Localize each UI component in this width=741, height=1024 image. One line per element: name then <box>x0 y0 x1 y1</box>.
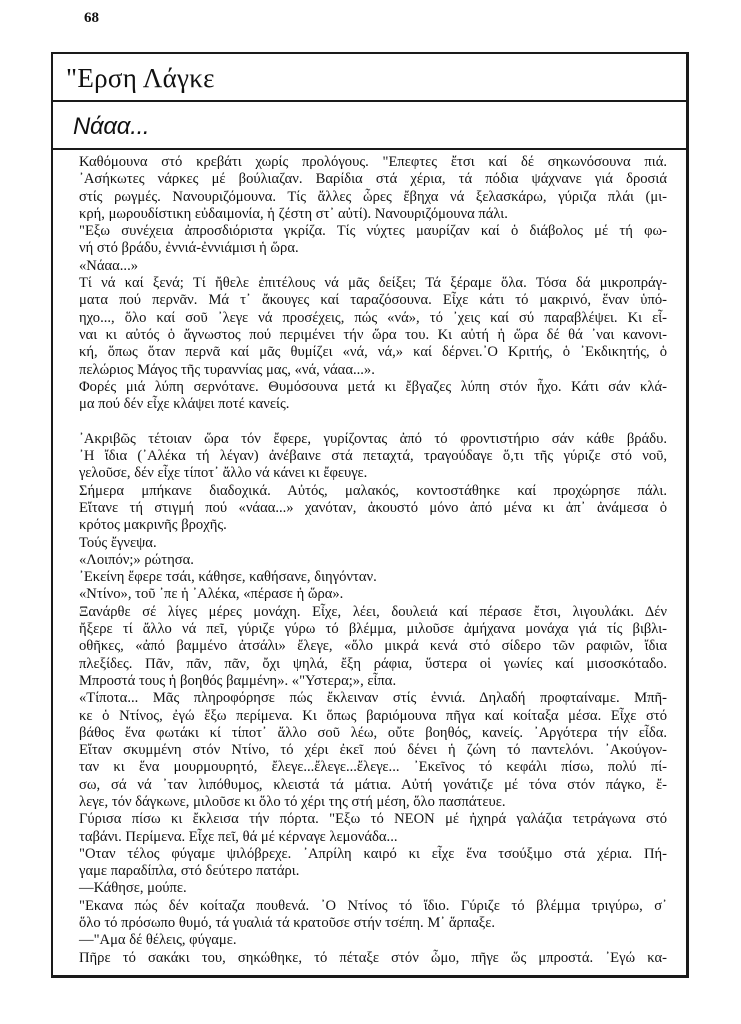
text-line: μα πού δέν εἶχε κλάψει ποτέ κανείς. <box>79 396 290 413</box>
text-line: Εἴταν σκυμμένη στόν Ντίνο, τό χέρι ἐκεῖ πού δένει ἡ ζώνη τό παντελόνι. ᾽Ακούγον- <box>79 742 667 759</box>
text-line: Ξανάρθε σέ λίγες μέρες μονάχη. Εἶχε, λέει, δουλειά καί πέρασε ἔτσι, λιγουλάκι. Δέν <box>79 603 667 620</box>
text-line: γαμε παραδίπλα, στό δεύτερο πατάρι. <box>79 863 300 880</box>
text-line: Μπροστά τους ἡ βοηθός βαμμένη». «"Υστερα;», εἶπα. <box>79 672 397 689</box>
text-line: —Κάθησε, μούπε. <box>79 880 187 897</box>
text-line: Φορές μιά λύπη σερνότανε. Θυμόσουνα μετά κι ἔβγαζες λύπη στόν ἦχο. Κάτι σάν κλά- <box>79 378 667 395</box>
story-body <box>79 154 667 967</box>
story-title: Νάαα... <box>73 113 150 140</box>
text-line: ναι κι αὐτός ὁ ἄγνωστος πού περιμένει τήν ὥρα του. Κι αὐτή ἡ ὥρα δέ θά ᾽ναι κανονι- <box>79 326 667 343</box>
text-line: βάθος ἕνα φωτάκι κί τίποτ᾽ ἄλλο σοῦ λέω, οὔτε βοηθός, κανείς. ᾽Αργότερα τήν εἶδα. <box>79 724 667 741</box>
text-line: ᾽Ακριβῶς τέτοιαν ὥρα τόν ἔφερε, γυρίζοντας ἀπό τό φροντιστήριο σάν κάθε βράδυ. <box>79 430 667 447</box>
text-line: ᾽Η ἴδια (᾽Αλέκα τή λέγαν) ἀνέβαινε στά πεταχτά, τραγούδαγε ὅ,τι τῆς γύριζε στό νοῦ, <box>79 448 667 465</box>
text-line: "Εκανα πώς δέν κοίταζα πουθενά. ᾽Ο Ντίνος τό ἴδιο. Γύριζε τό βλέμμα τριγύρω, σ᾽ <box>79 897 667 914</box>
text-line: κε ὁ Ντίνος, ἐγώ ἔξω περίμενα. Κι ὅπως βαριόμουνα πῆγα καί κοίταξα μέσα. Εἶχε στό <box>79 707 667 724</box>
text-line: λεγε, τόν δάγκωνε, μιλοῦσε κι ὅλο τό χέρι της στή μέση, ὅλο πασπάτευε. <box>79 793 506 810</box>
text-line: στίς ρωγμές. Νανουριζόμουνα. Τίς ἄλλες ὧρες ἔβηχα νά ξελασκάρω, γύριζα πλάι (μι- <box>79 188 667 205</box>
text-line: ηχο..., ὅλο καί σοῦ ᾽λεγε νά προσέχεις, πώς «νά», τό ᾽χεις καί σύ παραβλέψει. Κι εἶ- <box>79 309 667 326</box>
text-line: Τούς ἔγνεψα. <box>79 534 157 551</box>
text-line: ᾽Ασήκωτες νάρκες μέ βούλιαζαν. Βαρίδια στά χέρια, τά πόδια ψάχνανε γιά δροσιά <box>79 171 667 188</box>
title-row <box>53 102 686 150</box>
text-line: ταν κι ἕνα μουρμουρητό, ἔλεγε...ἔλεγε...ἔλεγε... ᾽Εκεῖνος τό κεφάλι πίσω, πολύ πί- <box>79 759 667 776</box>
text-line: "Εξω συνέχεια ἀπροσδιόριστα γκρίζα. Τίς νύχτες μαυρίζαν καί ὁ διάβολος μέ τή φω- <box>79 223 667 240</box>
text-line: Τί νά καί ξενά; Τί ἤθελε ἐπιτέλους νά μᾶς δείξει; Τά ξέραμε ὅλα. Τόσα δά μικροπράγ- <box>79 275 667 292</box>
text-line: «Τίποτα... Μᾶς πληροφόρησε πώς ἔκλειναν στίς ἐννιά. Δηλαδή προφταίναμε. Μπῆ- <box>79 690 667 707</box>
text-line: Καθόμουνα στό κρεβάτι χωρίς προλόγους. "Επεφτες ἔτσι καί δέ σηκωνόσουνα πιά. <box>79 154 667 170</box>
text-line: πελώριος Μάγος τῆς τυραννίας μας, «νά, νάαα...». <box>79 361 375 378</box>
text-line: γελοῦσε, δέν εἶχε τίποτ᾽ ἄλλο νά κάνει κι ἔφευγε. <box>79 465 368 482</box>
text-line: «Λοιπόν;» ρώτησα. <box>79 551 194 568</box>
text-line: ματα πού περνᾶν. Μά τ᾽ ἄκουγες καί ταραζόσουνα. Εἶχε κάτι τό μακρινό, ἕναν ὑπό- <box>79 292 667 309</box>
text-line: κή, ὅπως ὅταν περνᾶ καί μᾶς θυμίζει «νά, νά,» καί δέρνει.᾽Ο Κριτής, ὁ ᾽Εκδικητής, ὁ <box>79 344 667 361</box>
text-line: κρότος μακρινῆς βροχῆς. <box>79 517 227 534</box>
text-line: —"Αμα δέ θέλεις, φύγαμε. <box>79 932 237 949</box>
text-line: ᾽Εκείνη ἔφερε τσάι, κάθησε, καθήσανε, διηγόνταν. <box>79 569 377 586</box>
text-line: Σήμερα μπήκανε διαδοχικά. Αὐτός, μαλακός, κοντοστάθηκε καί προχώρησε πάλι. <box>79 482 667 499</box>
text-line: ταβάνι. Περίμενα. Εἶχε πεῖ, θά μέ κέρναγε λεμονάδα... <box>79 828 398 845</box>
text-line: Γύρισα πίσω κι ἔκλεισα τήν πόρτα. "Εξω τό ΝΕΟΝ μέ ἠχηρά γαλάζια τετράγωνα στό <box>79 811 667 828</box>
text-line: σω, σά νά ᾽ταν λιπόθυμος, κλειστά τά μάτια. Αὐτή γονάτιζε μέ τόνα στόν πάγκο, ἔ- <box>79 776 667 793</box>
paragraph-2 <box>79 431 667 967</box>
text-line: Εἴτανε τή στιγμή πού «νάαα...» χανόταν, ἀκουστό μόνο ἀπό μένα κι ἀπ᾽ ἀνάμεσα ὁ <box>79 499 667 516</box>
author-name: "Ερση Λάγκε <box>66 63 215 93</box>
author-row <box>53 54 686 102</box>
text-line: ὅλο τό πρόσωπο θυμό, τά γυαλιά τά κρατοῦσε στήν τσέπη. Μ᾽ ἅρπαξε. <box>79 915 496 932</box>
text-line: Πῆρε τό σακάκι του, σηκώθηκε, τό πέταξε στόν ὦμο, πῆγε ὥς μπροστά. ᾽Εγώ κα- <box>79 949 667 966</box>
text-line: οθῆκες, «ἀπό βαμμένο ἀτσάλι» ἔλεγε, «ὅλο μικρά κενά στό σίδερο τῶν ραφιῶν, ἴδια <box>79 638 667 655</box>
text-line: «Νάαα...» <box>79 257 139 274</box>
paragraph-1 <box>79 154 667 413</box>
paragraph-break <box>79 413 667 430</box>
text-line: πλεξίδες. Πᾶν, πᾶν, πᾶν, ὄχι ψηλά, ἔξη ράφια, ὕστερα οἱ γωνίες καί μισοσκόταδο. <box>79 655 667 672</box>
text-line: "Οταν τέλος φύγαμε ψιλόβρεχε. ᾽Απρίλη καιρό κι εἶχε ἕνα τσούξιμο στά χέρια. Πή- <box>79 845 667 862</box>
story-frame <box>51 52 689 978</box>
text-line: νή στό βράδυ, ἐννιά-ἐννιάμισι ἡ ὥρα. <box>79 240 299 257</box>
text-line: ἤξερε τί ἄλλο νά πεῖ, γύριζε γύρω τό βλέμμα, μιλοῦσε ἀμήχανα μονάχα γιά τίς βιβλι- <box>79 621 667 638</box>
text-line: κρή, μωρουδίστικη εὐδαιμονία, ἡ ζέστη στ᾽ αὐτί). Νανουριζόμουνα πάλι. <box>79 205 508 222</box>
page-number: 68 <box>84 10 99 26</box>
text-line: «Ντίνο», τοῦ ᾽πε ἡ ᾽Αλέκα, «πέρασε ἡ ὥρα». <box>79 586 344 603</box>
